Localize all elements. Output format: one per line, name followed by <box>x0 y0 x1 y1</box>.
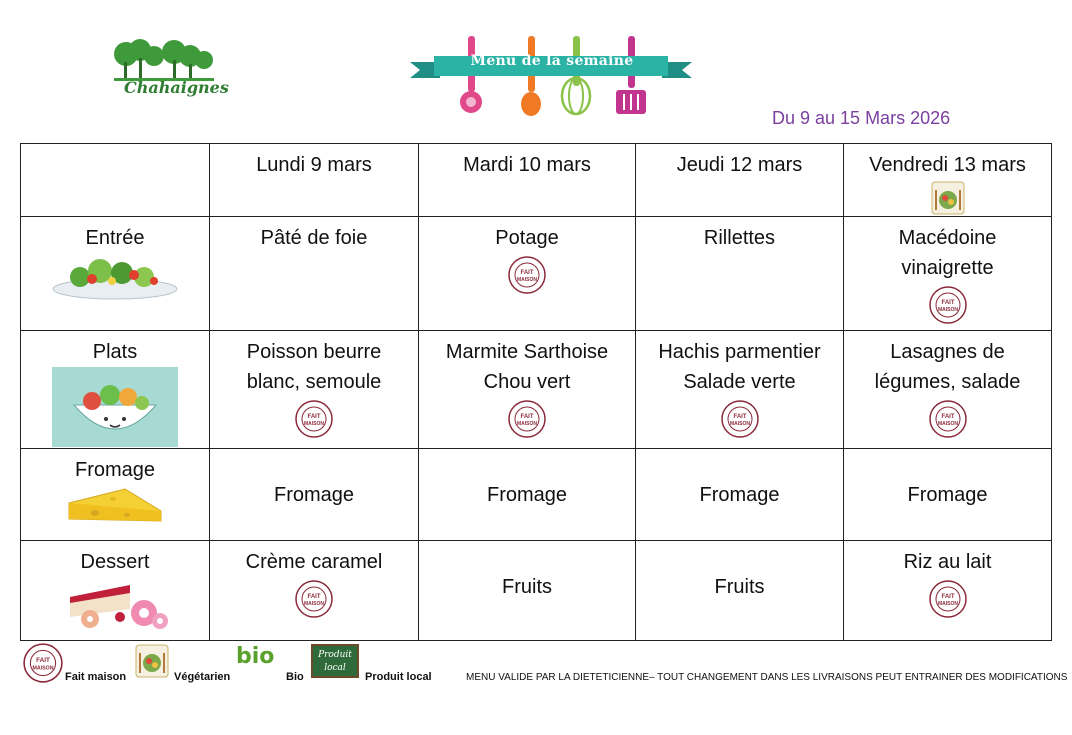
svg-text:MAISON: MAISON <box>517 421 537 427</box>
dish-cell: Potage FAIT MAISON <box>419 217 636 331</box>
column-header: Lundi 9 mars <box>210 144 419 217</box>
fait-maison-stamp-icon <box>507 255 547 295</box>
svg-text:MAISON: MAISON <box>937 601 958 607</box>
header-row <box>21 144 1052 217</box>
row-plats <box>21 331 1052 449</box>
legend-vegetarien: Végétarien <box>174 671 231 683</box>
dish-cell: Hachis parmentier Salade verte FAIT MAISON <box>636 331 844 449</box>
dish-cell: Fromage <box>419 449 636 541</box>
row-header: Fromage <box>21 449 210 541</box>
produit-local-logo-icon: Produit local <box>311 644 359 678</box>
dish-cell: Pâté de foie <box>210 217 419 331</box>
week-dates: Du 9 au 15 Mars 2026 <box>772 108 951 128</box>
svg-text:FAIT: FAIT <box>36 656 50 664</box>
svg-text:MAISON: MAISON <box>304 601 324 607</box>
svg-text:FAIT: FAIT <box>941 594 954 600</box>
svg-text:MAISON: MAISON <box>32 665 54 672</box>
row-fromage <box>21 449 1052 541</box>
legend-produit-local: Produit local <box>365 671 432 683</box>
svg-text:FAIT: FAIT <box>941 414 954 420</box>
legend-fait-maison: Fait maison <box>65 671 127 683</box>
dish-cell: Marmite Sarthoise Chou vert FAIT MAISON <box>419 331 636 449</box>
fait-maison-stamp-icon <box>507 399 547 439</box>
svg-text:MAISON: MAISON <box>729 421 750 427</box>
fait-maison-stamp-icon <box>294 579 334 619</box>
cake-donut-icon <box>60 577 170 629</box>
dish-cell: Fromage <box>844 449 1052 541</box>
fait-maison-stamp-icon <box>720 399 760 439</box>
vegetarian-menu-icon <box>930 180 966 216</box>
dish-cell: Lasagnes de légumes, salade FAIT MAISON <box>844 331 1052 449</box>
dish-cell: Rillettes <box>636 217 844 331</box>
bio-logo-icon: bio <box>236 644 275 669</box>
salad-plate-icon <box>50 253 180 301</box>
svg-text:FAIT: FAIT <box>307 594 321 600</box>
row-entree <box>21 217 1052 331</box>
svg-text:FAIT: FAIT <box>941 300 954 306</box>
dish-cell: Fromage <box>636 449 844 541</box>
dish-cell: Fruits <box>636 541 844 641</box>
svg-text:FAIT: FAIT <box>307 414 321 420</box>
legend <box>22 642 1068 687</box>
food-bowl-icon <box>52 367 178 447</box>
fait-maison-stamp-icon <box>22 642 64 684</box>
column-header: Jeudi 12 mars <box>636 144 844 217</box>
svg-text:MAISON: MAISON <box>937 421 958 427</box>
row-header: Dessert <box>21 541 210 641</box>
svg-text:MAISON: MAISON <box>517 277 537 283</box>
dish-cell: Poisson beurre blanc, semoule FAIT MAISON <box>210 331 419 449</box>
dish-cell: Macédoine vinaigrette FAIT MAISON <box>844 217 1052 331</box>
dish-cell: Fromage <box>210 449 419 541</box>
svg-text:FAIT: FAIT <box>520 270 534 276</box>
row-header: Plats <box>21 331 210 449</box>
vegetarian-menu-icon <box>134 642 170 680</box>
fait-maison-stamp-icon <box>928 579 968 619</box>
fait-maison-stamp-icon <box>928 285 968 325</box>
fait-maison-stamp-icon <box>294 399 334 439</box>
svg-text:FAIT: FAIT <box>520 414 534 420</box>
row-header: Entrée <box>21 217 210 331</box>
svg-text:MAISON: MAISON <box>937 307 958 313</box>
column-header: Mardi 10 mars <box>419 144 636 217</box>
dish-cell: Riz au lait FAIT MAISON <box>844 541 1052 641</box>
dish-cell: Crème caramel FAIT MAISON <box>210 541 419 641</box>
legend-bio: Bio <box>286 671 304 683</box>
row-dessert <box>21 541 1052 641</box>
dish-cell: Fruits <box>419 541 636 641</box>
cheese-icon <box>65 485 165 525</box>
corner-cell <box>21 144 210 217</box>
svg-text:MAISON: MAISON <box>304 421 324 427</box>
menu-table <box>20 143 1052 641</box>
menu-banner-title: Menu de la semaine <box>470 53 634 69</box>
column-header: Vendredi 13 mars <box>844 144 1052 217</box>
svg-text:FAIT: FAIT <box>733 414 746 420</box>
dietitian-notice: MENU VALIDE PAR LA DIETETICIENNE– TOUT CHANGEMENT DANS LES LIVRAISONS PEUT ENTRAINER DES MODIFICATIONS <box>466 672 1068 683</box>
chahaignes-logo <box>104 38 229 108</box>
trees-icon <box>104 38 224 83</box>
logo-text: Chahaignes <box>124 78 229 97</box>
fait-maison-stamp-icon <box>928 399 968 439</box>
menu-banner-utensils-icon <box>410 32 692 118</box>
